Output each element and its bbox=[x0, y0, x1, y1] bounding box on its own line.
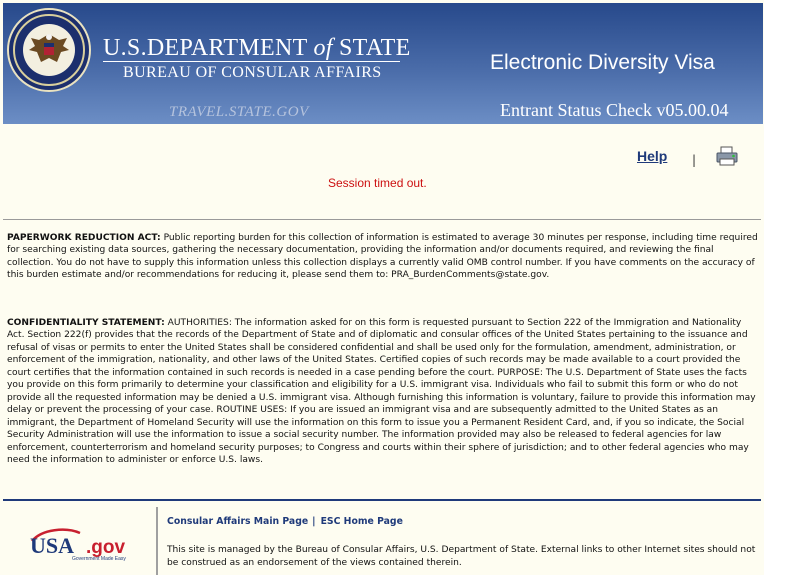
paperwork-text: Public reporting burden for this collection of information is estimated to average 30 minutes per response, including time required for searching existing data sources, gathering the necessary documentation, providing the information and/or documents required, and reviewing the final collection. You do not have to supply this information unless this collection displays a currently valid OMB control number. If you have comments on the accuracy of this burden estimate and/or recommendations for reducing it, please send them to: PRA_BurdenComments@state.gov. bbox=[7, 233, 758, 281]
footer-divider bbox=[156, 507, 158, 575]
bureau-subtitle: BUREAU OF CONSULAR AFFAIRS bbox=[123, 64, 382, 81]
footer-links bbox=[167, 516, 403, 527]
department-of-state-seal-icon[interactable] bbox=[7, 8, 91, 92]
esc-home-page-link[interactable]: ESC Home Page bbox=[320, 516, 403, 527]
paperwork-reduction-notice bbox=[7, 232, 759, 282]
travel-state-gov-link[interactable]: TRAVEL.STATE.GOV bbox=[169, 104, 309, 120]
app-subtitle: Entrant Status Check v05.00.04 bbox=[500, 100, 729, 120]
app-title: Electronic Diversity Visa bbox=[490, 51, 715, 74]
svg-text:Government Made Easy: Government Made Easy bbox=[72, 556, 126, 561]
printer-icon[interactable] bbox=[715, 146, 739, 166]
toolbar-separator: | bbox=[692, 153, 697, 167]
divider-top bbox=[3, 219, 761, 220]
session-status-message: Session timed out. bbox=[328, 176, 427, 190]
paperwork-heading: PAPERWORK REDUCTION ACT: bbox=[7, 233, 161, 243]
svg-text:.gov: .gov bbox=[86, 537, 126, 558]
department-title[interactable]: U.S.DEPARTMENT of STATE bbox=[103, 35, 411, 61]
confidentiality-text: AUTHORITIES: The information asked for on this form is requested pursuant to Section 222 of the Immigration and Nationality Act. Section 222(f) provides that the records of the Department of State and of diplomatic and consular offices of the United States pertaining to the issuance and refusal of visas or permits to enter the United States shall be considered confidential and shall be used only for the formulation, amendment, administration, or enforcement of the immigration, nationality, and other laws of the United States. Certified copies of such records may be made available to a court provided the court certifies that the information contained in such records is needed in a case pending before the court. PURPOSE: The U.S. Department of State uses the facts you provide on this form primarily to determine your classification and eligibility for a U.S. immigrant visa. Individuals who fail to submit this form or who do not provide all the requested information may be denied a U.S. immigrant visa. Although furnishing this information is voluntary, failure to provide this information may delay or prevent the processing of your case. ROUTINE USES: If you are issued an immigrant visa and are subsequently admitted to the United States as an immigrant, the Department of Homeland Security will use the information on this form to issue you a Permanent Resident Card, and, if you so indicate, the Social Security Administration will use the information to issue a social security number. The information provided may also be released to federal agencies for law enforcement, counterterrorism and homeland security purposes; to Congress and courts within their sphere of jurisdiction; and to other federal agencies who may need the information to administer or enforce U.S. laws. bbox=[7, 318, 756, 465]
confidentiality-notice bbox=[7, 317, 759, 466]
divider-bottom bbox=[3, 499, 761, 501]
confidentiality-heading: CONFIDENTIALITY STATEMENT: bbox=[7, 318, 165, 328]
usa-gov-logo[interactable] bbox=[28, 527, 138, 561]
footer-disclaimer: This site is managed by the Bureau of Consular Affairs, U.S. Department of State. External links to other Internet sites should not be construed as an endorsement of the views contained therein. bbox=[167, 545, 756, 568]
title-underline bbox=[103, 61, 400, 62]
footer-link-separator: | bbox=[312, 516, 316, 527]
help-link[interactable]: Help bbox=[637, 148, 668, 164]
consular-affairs-main-page-link[interactable]: Consular Affairs Main Page bbox=[167, 516, 309, 527]
svg-text:USA: USA bbox=[30, 533, 75, 558]
site-header bbox=[3, 3, 763, 124]
